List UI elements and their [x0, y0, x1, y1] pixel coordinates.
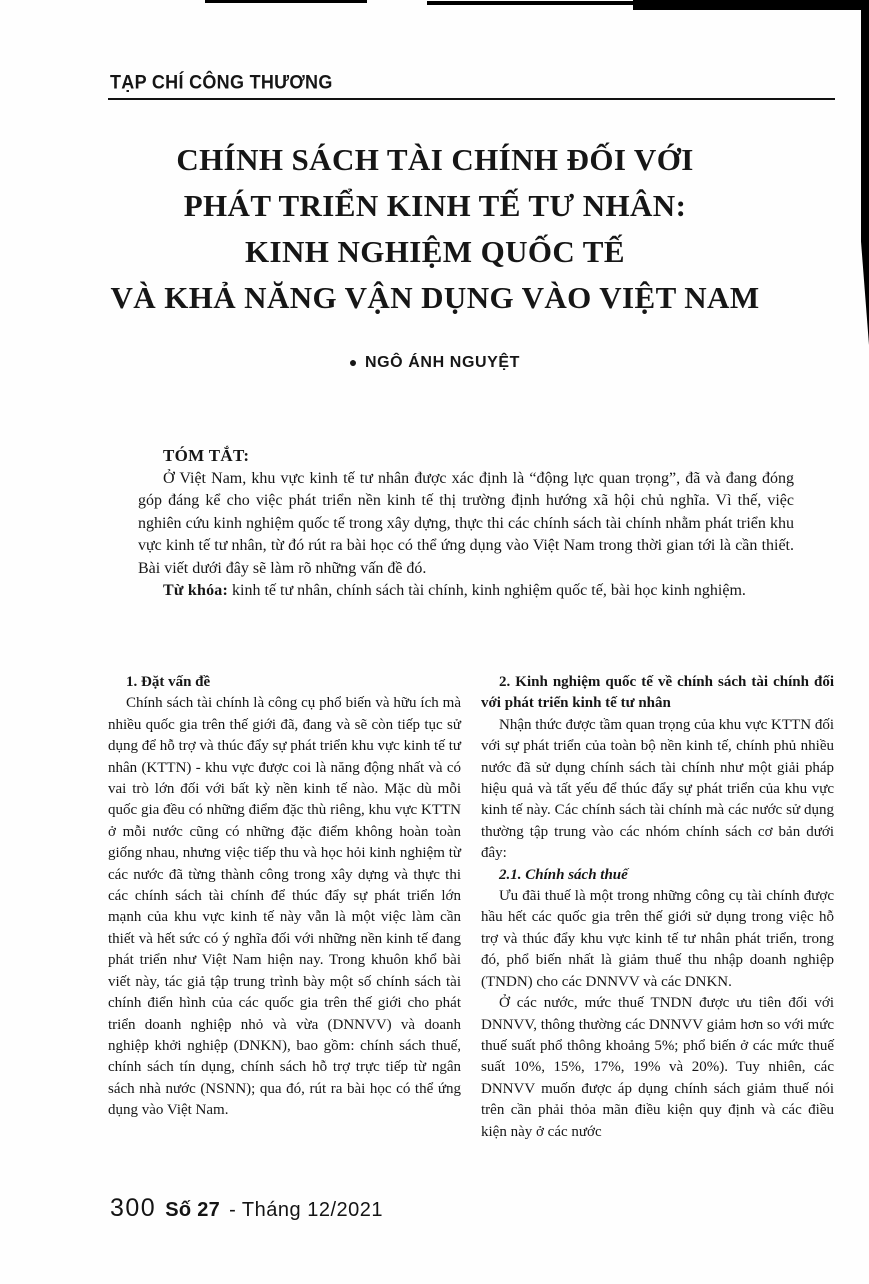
scan-artifact-top-right-bar [633, 0, 869, 10]
keywords-text: kinh tế tư nhân, chính sách tài chính, kinh nghiệm quốc tế, bài học kinh nghiệm. [232, 582, 746, 600]
abstract-heading: TÓM TẮT: [163, 446, 250, 465]
section-2-paragraph-1: Nhận thức được tầm quan trọng của khu vực KTTN đối với sự phát triển của toàn bộ nền kinh tế, chính phủ nhiều nước đã sử dụng chính sách tài chính như một giải pháp hiệu quả và tất yếu để thúc đẩy sự phát triển của khu vực kinh tế này. Các chính sách tài chính mà các nước sử dụng thường tập trung vào các nhóm chính sách cơ bản dưới đây: [481, 716, 834, 862]
author-name: NGÔ ÁNH NGUYỆT [364, 354, 521, 371]
article-title [35, 137, 835, 321]
right-column [481, 672, 834, 1143]
section-2-heading: 2. Kinh nghiệm quốc tế về chính sách tài chính đối với phát triển kinh tế tư nhân [481, 674, 834, 712]
article-title-line-2: PHÁT TRIỂN KINH TẾ TƯ NHÂN: [183, 188, 687, 223]
section-2-1-heading: 2.1. Chính sách thuế [499, 866, 628, 883]
section-1-paragraph: Chính sách tài chính là công cụ phổ biến và hữu ích mà nhiều quốc gia trên thế giới đã, đang và sẽ còn tiếp tục sử dụng để hỗ trợ và thúc đẩy sự phát triển khu vực kinh tế tư nhân (KTTN) - khu vực được coi là năng động nhất và có vai trò lớn đối với bất kỳ nền kinh tế nào. Mặc dù mỗi quốc gia đều có những điểm đặc thù riêng, khu vực KTTN ở mỗi nước cũng có những đặc điểm không hoàn toàn giống nhau, nhưng việc tiếp thu và học hỏi kinh nghiệm từ các nước đã từng thành công trong xây dựng và thực thi các chính sách tài chính để thúc đẩy sự phát triển lớn mạnh của khu vực kinh tế này vẫn là một việc làm cần thiết và hết sức có ý nghĩa đối với những nền kinh tế đang phát triển như Việt Nam hiện nay. Trong khuôn khổ bài viết này, tác giả tập trung trình bày một số chính sách tài chính điển hình của các quốc gia trên thế giới cho phát triển doanh nghiệp nhỏ và vừa (DNNVV) và doanh nghiệp khởi nghiệp (DNKN), bao gồm: chính sách thuế, chính sách tín dụng, chính sách hỗ trợ trực tiếp từ ngân sách nhà nước (NSNN); qua đó, rút ra bài học có thể ứng dụng vào Việt Nam. [108, 695, 461, 1119]
scan-artifact-right-edge-bar [861, 0, 869, 345]
scan-artifact-top-line-thin [205, 0, 367, 3]
section-2-1-paragraph-1: Ưu đãi thuế là một trong những công cụ tài chính được hầu hết các quốc gia trên thế giới sử dụng trong việc hỗ trợ và thúc đẩy khu vực kinh tế tư nhân phát triển, trong đó, phổ biến nhất là giảm thuế thu nhập doanh nghiệp (TNDN) cho các DNNVV và các DNKN. [481, 888, 834, 990]
article-title-line-4: VÀ KHẢ NĂNG VẬN DỤNG VÀO VIỆT NAM [110, 280, 760, 315]
section-2-1-paragraph-2: Ở các nước, mức thuế TNDN được ưu tiên đối với DNNVV, thông thường các DNNVV giảm hơn so với mức thuế suất phổ thông khoảng 5%; phổ biến ở các mức thuế suất 10%, 15%, 17%, 19% và 20%). Tuy nhiên, các DNNVV muốn được áp dụng chính sách giảm thuế nói trên cần phải thỏa mãn điều kiện quy định và các điều kiện này ở các nước [481, 995, 834, 1140]
page-footer [110, 1194, 383, 1223]
header-rule [108, 98, 835, 100]
author-bullet-icon: ● [348, 354, 358, 370]
keywords-line [138, 580, 794, 602]
journal-name: TẠP CHÍ CÔNG THƯƠNG [110, 71, 333, 93]
author-line [0, 354, 869, 372]
keywords-label: Từ khóa: [163, 582, 228, 600]
article-body [108, 672, 834, 1143]
left-column [108, 672, 461, 1143]
abstract-section [138, 444, 794, 602]
page-number: 300 [110, 1194, 157, 1222]
issue-date: - Tháng 12/2021 [229, 1199, 383, 1221]
section-1-heading: 1. Đặt vấn đề [126, 674, 211, 690]
article-title-line-1: CHÍNH SÁCH TÀI CHÍNH ĐỐI VỚI [176, 142, 694, 177]
article-title-line-3: KINH NGHIỆM QUỐC TẾ [245, 234, 625, 269]
issue-label: Số 27 [165, 1199, 221, 1221]
abstract-body: Ở Việt Nam, khu vực kinh tế tư nhân được xác định là “động lực quan trọng”, đã và đang đóng góp đáng kể cho việc phát triển nền kinh tế thị trường định hướng xã hội chủ nghĩa. Vì thế, việc nghiên cứu kinh nghiệm quốc tế trong xây dựng, thực thi các chính sách tài chính nhằm phát triển khu vực kinh tế tư nhân, từ đó rút ra bài học có thể ứng dụng vào Việt Nam trong thời gian tới là cần thiết. Bài viết dưới đây sẽ làm rõ những vấn đề đó. [138, 470, 794, 577]
